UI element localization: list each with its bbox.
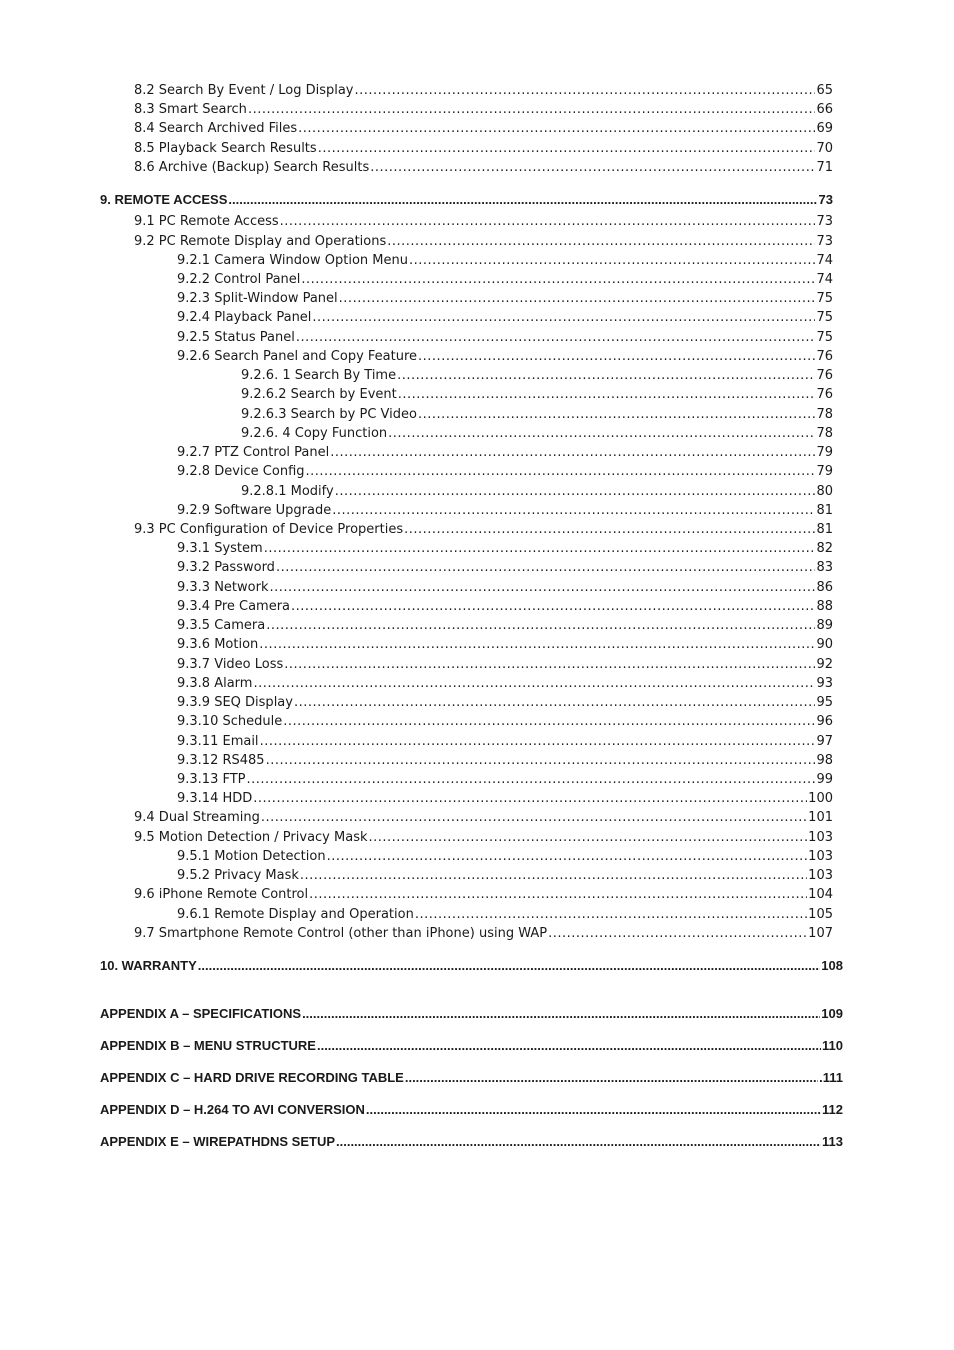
dot-leader	[266, 617, 815, 635]
toc-entry-title: APPENDIX D – H.264 TO AVI CONVERSION	[100, 1102, 365, 1117]
toc-entry-page-number: 74	[816, 253, 833, 268]
toc-entry-title: APPENDIX E – WIREPATHDNS SETUP	[100, 1134, 335, 1149]
toc-entry-title: 10. WARRANTY	[100, 958, 197, 973]
toc-entry-title: 9.3.2 Password	[177, 560, 275, 575]
dot-leader	[327, 848, 808, 866]
dot-leader	[259, 636, 815, 654]
toc-entry-title: 8.6 Archive (Backup) Search Results	[134, 160, 370, 175]
toc-entry-title: 9.2.6.2 Search by Event	[241, 387, 397, 402]
toc-entry[interactable]	[177, 348, 833, 366]
toc-entry[interactable]	[177, 656, 833, 674]
toc-entry[interactable]	[177, 771, 833, 789]
toc-entry-title: 8.5 Playback Search Results	[134, 141, 317, 156]
toc-entry-title: 8.2 Search By Event / Log Display	[134, 83, 354, 98]
toc-entry-page-number: 82	[816, 541, 833, 556]
dot-leader	[296, 329, 816, 347]
dot-leader	[418, 406, 815, 424]
toc-entry[interactable]	[177, 752, 833, 770]
toc-entry-page-number: 95	[816, 695, 833, 710]
toc-entry-title: 9. REMOTE ACCESS	[100, 192, 228, 207]
toc-entry-page-number: 75	[816, 291, 833, 306]
toc-entry[interactable]	[241, 386, 833, 404]
toc-entry[interactable]	[134, 82, 833, 100]
toc-entry[interactable]	[100, 191, 833, 209]
toc-entry-page-number: .111	[819, 1070, 843, 1085]
dot-leader	[370, 159, 815, 177]
toc-entry[interactable]	[177, 790, 833, 808]
toc-entry[interactable]	[134, 140, 833, 158]
dot-leader	[404, 521, 815, 539]
toc-entry-title: 9.2.6.3 Search by PC Video	[241, 407, 417, 422]
dot-leader	[309, 886, 807, 904]
toc-entry-title: 9.3.12 RS485	[177, 753, 265, 768]
toc-entry[interactable]	[100, 1037, 843, 1055]
toc-entry[interactable]	[177, 559, 833, 577]
toc-entry-title: 9.2.6 Search Panel and Copy Feature	[177, 349, 418, 364]
dot-leader	[247, 771, 816, 789]
toc-entry[interactable]	[177, 713, 833, 731]
toc-entry[interactable]	[177, 579, 833, 597]
dot-leader	[291, 598, 815, 616]
toc-entry-page-number: 81	[816, 503, 833, 518]
dot-leader	[387, 233, 815, 251]
toc-entry[interactable]	[134, 809, 833, 827]
toc-entry[interactable]	[177, 733, 833, 751]
toc-entry-title: 9.2 PC Remote Display and Operations	[134, 234, 387, 249]
toc-entry[interactable]	[100, 1069, 843, 1087]
toc-entry[interactable]	[177, 867, 833, 885]
toc-entry-title: 9.3.7 Video Loss	[177, 657, 284, 672]
toc-entry-page-number: 86	[816, 580, 833, 595]
toc-entry-title: 9.2.3 Split-Window Panel	[177, 291, 338, 306]
toc-entry-title: 9.2.8 Device Config	[177, 464, 305, 479]
toc-entry-page-number: 80	[816, 484, 833, 499]
toc-entry-page-number: 92	[816, 657, 833, 672]
toc-entry-title: 9.2.1 Camera Window Option Menu	[177, 253, 408, 268]
dot-leader	[318, 140, 816, 158]
dot-leader	[266, 752, 816, 770]
toc-entry-page-number: 73	[818, 192, 833, 207]
dot-leader	[397, 367, 815, 385]
toc-entry-page-number: 104	[808, 887, 833, 902]
dot-leader	[248, 101, 816, 119]
toc-entry-page-number: 100	[808, 791, 833, 806]
toc-entry-title: 9.2.6. 4 Copy Function	[241, 426, 388, 441]
dot-leader	[312, 309, 815, 327]
toc-entry-title: APPENDIX A – SPECIFICATIONS	[100, 1006, 302, 1021]
toc-entry-page-number: 71	[816, 160, 833, 175]
toc-entry[interactable]	[177, 329, 833, 347]
toc-entry-title: 9.3.5 Camera	[177, 618, 266, 633]
toc-entry[interactable]	[241, 367, 833, 385]
toc-entry-title: 9.1 PC Remote Access	[134, 214, 279, 229]
toc-entry-page-number: 96	[816, 714, 833, 729]
toc-entry-title: 9.3.1 System	[177, 541, 263, 556]
toc-entry[interactable]	[134, 886, 833, 904]
toc-entry[interactable]	[177, 617, 833, 635]
toc-entry-title: 9.3.14 HDD	[177, 791, 253, 806]
toc-entry-title: APPENDIX C – HARD DRIVE RECORDING TABLE	[100, 1070, 404, 1085]
dot-leader	[335, 483, 816, 501]
toc-entry-page-number: 99	[816, 772, 833, 787]
toc-entry-title: 9.2.7 PTZ Control Panel	[177, 445, 330, 460]
toc-entry-title: 9.5.1 Motion Detection	[177, 849, 326, 864]
toc-entry[interactable]	[177, 502, 833, 520]
toc-entry-title: 9.6.1 Remote Display and Operation	[177, 907, 414, 922]
toc-entry-page-number: 79	[816, 464, 833, 479]
dot-leader	[369, 829, 808, 847]
toc-entry[interactable]	[177, 271, 833, 289]
toc-entry-title: 8.4 Search Archived Files	[134, 121, 298, 136]
toc-entry[interactable]	[177, 463, 833, 481]
dot-leader	[284, 656, 815, 674]
toc-entry-page-number: 108	[821, 958, 843, 973]
dot-leader	[332, 502, 815, 520]
toc-entry-page-number: 73	[816, 214, 833, 229]
dot-leader	[388, 425, 815, 443]
toc-entry[interactable]	[100, 957, 843, 975]
toc-entry-page-number: 76	[816, 349, 833, 364]
dot-leader	[306, 463, 816, 481]
dot-leader	[398, 386, 816, 404]
toc-entry-title: 9.3.8 Alarm	[177, 676, 253, 691]
toc-entry[interactable]	[177, 252, 833, 270]
toc-entry[interactable]	[134, 233, 833, 251]
toc-entry[interactable]	[241, 406, 833, 424]
dot-leader	[302, 1005, 820, 1023]
dot-leader	[418, 348, 815, 366]
dot-leader	[280, 213, 816, 231]
dot-leader	[355, 82, 816, 100]
toc-entry[interactable]	[177, 906, 833, 924]
toc-entry-page-number: 88	[816, 599, 833, 614]
toc-entry[interactable]	[177, 636, 833, 654]
toc-entry[interactable]	[100, 1101, 843, 1119]
toc-entry-page-number: 76	[816, 368, 833, 383]
toc-entry-title: 9.2.8.1 Modify	[241, 484, 334, 499]
toc-entry-page-number: 66	[816, 102, 833, 117]
toc-entry-page-number: 73	[816, 234, 833, 249]
toc-entry-page-number: 69	[816, 121, 833, 136]
toc-entry-title: 9.4 Dual Streaming	[134, 810, 260, 825]
toc-entry[interactable]	[134, 925, 833, 943]
dot-leader	[405, 1069, 818, 1087]
toc-entry-title: 9.2.4 Playback Panel	[177, 310, 312, 325]
toc-entry-title: 9.3.10 Schedule	[177, 714, 283, 729]
toc-entry-title: 9.3.3 Network	[177, 580, 269, 595]
dot-leader	[228, 191, 817, 209]
toc-entry[interactable]	[241, 483, 833, 501]
toc-entry-title: 9.2.5 Status Panel	[177, 330, 295, 345]
dot-leader	[339, 290, 816, 308]
toc-entry-page-number: 103	[808, 868, 833, 883]
toc-entry[interactable]	[134, 521, 833, 539]
dot-leader	[198, 957, 821, 975]
toc-entry-title: 9.5.2 Privacy Mask	[177, 868, 299, 883]
toc-entry[interactable]	[177, 694, 833, 712]
toc-entry-page-number: 90	[816, 637, 833, 652]
toc-entry-page-number: 112	[822, 1102, 843, 1117]
toc-entry-page-number: 103	[808, 830, 833, 845]
toc-entry-page-number: 113	[822, 1134, 843, 1149]
toc-entry-title: 9.3.11 Email	[177, 734, 259, 749]
toc-entry-title: 9.3.9 SEQ Display	[177, 695, 293, 710]
toc-entry-title: 9.2.2 Control Panel	[177, 272, 301, 287]
toc-entry[interactable]	[177, 540, 833, 558]
toc-entry-title: 8.3 Smart Search	[134, 102, 247, 117]
toc-entry-page-number: 74	[816, 272, 833, 287]
toc-entry-page-number: 89	[816, 618, 833, 633]
toc-entry-page-number: 76	[816, 387, 833, 402]
dot-leader	[270, 579, 816, 597]
toc-entry[interactable]	[134, 120, 833, 138]
toc-entry-title: 9.5 Motion Detection / Privacy Mask	[134, 830, 368, 845]
toc-entry-page-number: 103	[808, 849, 833, 864]
toc-entry-page-number: 105	[808, 907, 833, 922]
toc-entry[interactable]	[177, 309, 833, 327]
dot-leader	[298, 120, 815, 138]
dot-leader	[283, 713, 815, 731]
dot-leader	[548, 925, 807, 943]
toc-entry-page-number: 110	[822, 1038, 843, 1053]
toc-entry-title: APPENDIX B – MENU STRUCTURE	[100, 1038, 316, 1053]
dot-leader	[301, 271, 815, 289]
toc-entry[interactable]	[241, 425, 833, 443]
toc-entry[interactable]	[134, 213, 833, 231]
toc-entry-page-number: 78	[816, 407, 833, 422]
toc-entry[interactable]	[177, 848, 833, 866]
dot-leader	[261, 809, 807, 827]
toc-entry-page-number: 78	[816, 426, 833, 441]
toc-entry-page-number: 93	[816, 676, 833, 691]
toc-entry[interactable]	[134, 159, 833, 177]
toc-entry-page-number: 75	[816, 330, 833, 345]
toc-entry-title: 9.3 PC Configuration of Device Properties	[134, 522, 404, 537]
toc-entry[interactable]	[134, 101, 833, 119]
toc-entry-page-number: 65	[816, 83, 833, 98]
dot-leader	[409, 252, 815, 270]
toc-entry-page-number: 81	[816, 522, 833, 537]
toc-entry-title: 9.6 iPhone Remote Control	[134, 887, 309, 902]
toc-entry-page-number: 98	[816, 753, 833, 768]
toc-entry-title: 9.2.6. 1 Search By Time	[241, 368, 397, 383]
dot-leader	[366, 1101, 821, 1119]
toc-entry[interactable]	[177, 290, 833, 308]
toc-entry-page-number: 109	[821, 1006, 843, 1021]
toc-entry[interactable]	[177, 598, 833, 616]
dot-leader	[260, 733, 816, 751]
dot-leader	[253, 790, 807, 808]
toc-entry-page-number: 79	[816, 445, 833, 460]
toc-entry[interactable]	[100, 1133, 843, 1151]
dot-leader	[300, 867, 807, 885]
toc-entry-title: 9.7 Smartphone Remote Control (other than iPhone) using WAP	[134, 926, 548, 941]
toc-entry[interactable]	[134, 829, 833, 847]
dot-leader	[415, 906, 807, 924]
toc-entry-title: 9.3.13 FTP	[177, 772, 246, 787]
toc-entry-title: 9.3.6 Motion	[177, 637, 259, 652]
dot-leader	[330, 444, 815, 462]
dot-leader	[264, 540, 816, 558]
dot-leader	[253, 675, 815, 693]
toc-entry-title: 9.2.9 Software Upgrade	[177, 503, 332, 518]
dot-leader	[317, 1037, 821, 1055]
toc-entry[interactable]	[100, 1005, 843, 1023]
toc-entry-page-number: 107	[808, 926, 833, 941]
dot-leader	[294, 694, 815, 712]
toc-entry-page-number: 75	[816, 310, 833, 325]
dot-leader	[336, 1133, 821, 1151]
dot-leader	[276, 559, 816, 577]
toc-entry-page-number: 70	[816, 141, 833, 156]
toc-entry[interactable]	[177, 675, 833, 693]
toc-entry-page-number: 101	[808, 810, 833, 825]
toc-entry-title: 9.3.4 Pre Camera	[177, 599, 291, 614]
toc-entry-page-number: 97	[816, 734, 833, 749]
toc-entry-page-number: 83	[816, 560, 833, 575]
toc-entry[interactable]	[177, 444, 833, 462]
